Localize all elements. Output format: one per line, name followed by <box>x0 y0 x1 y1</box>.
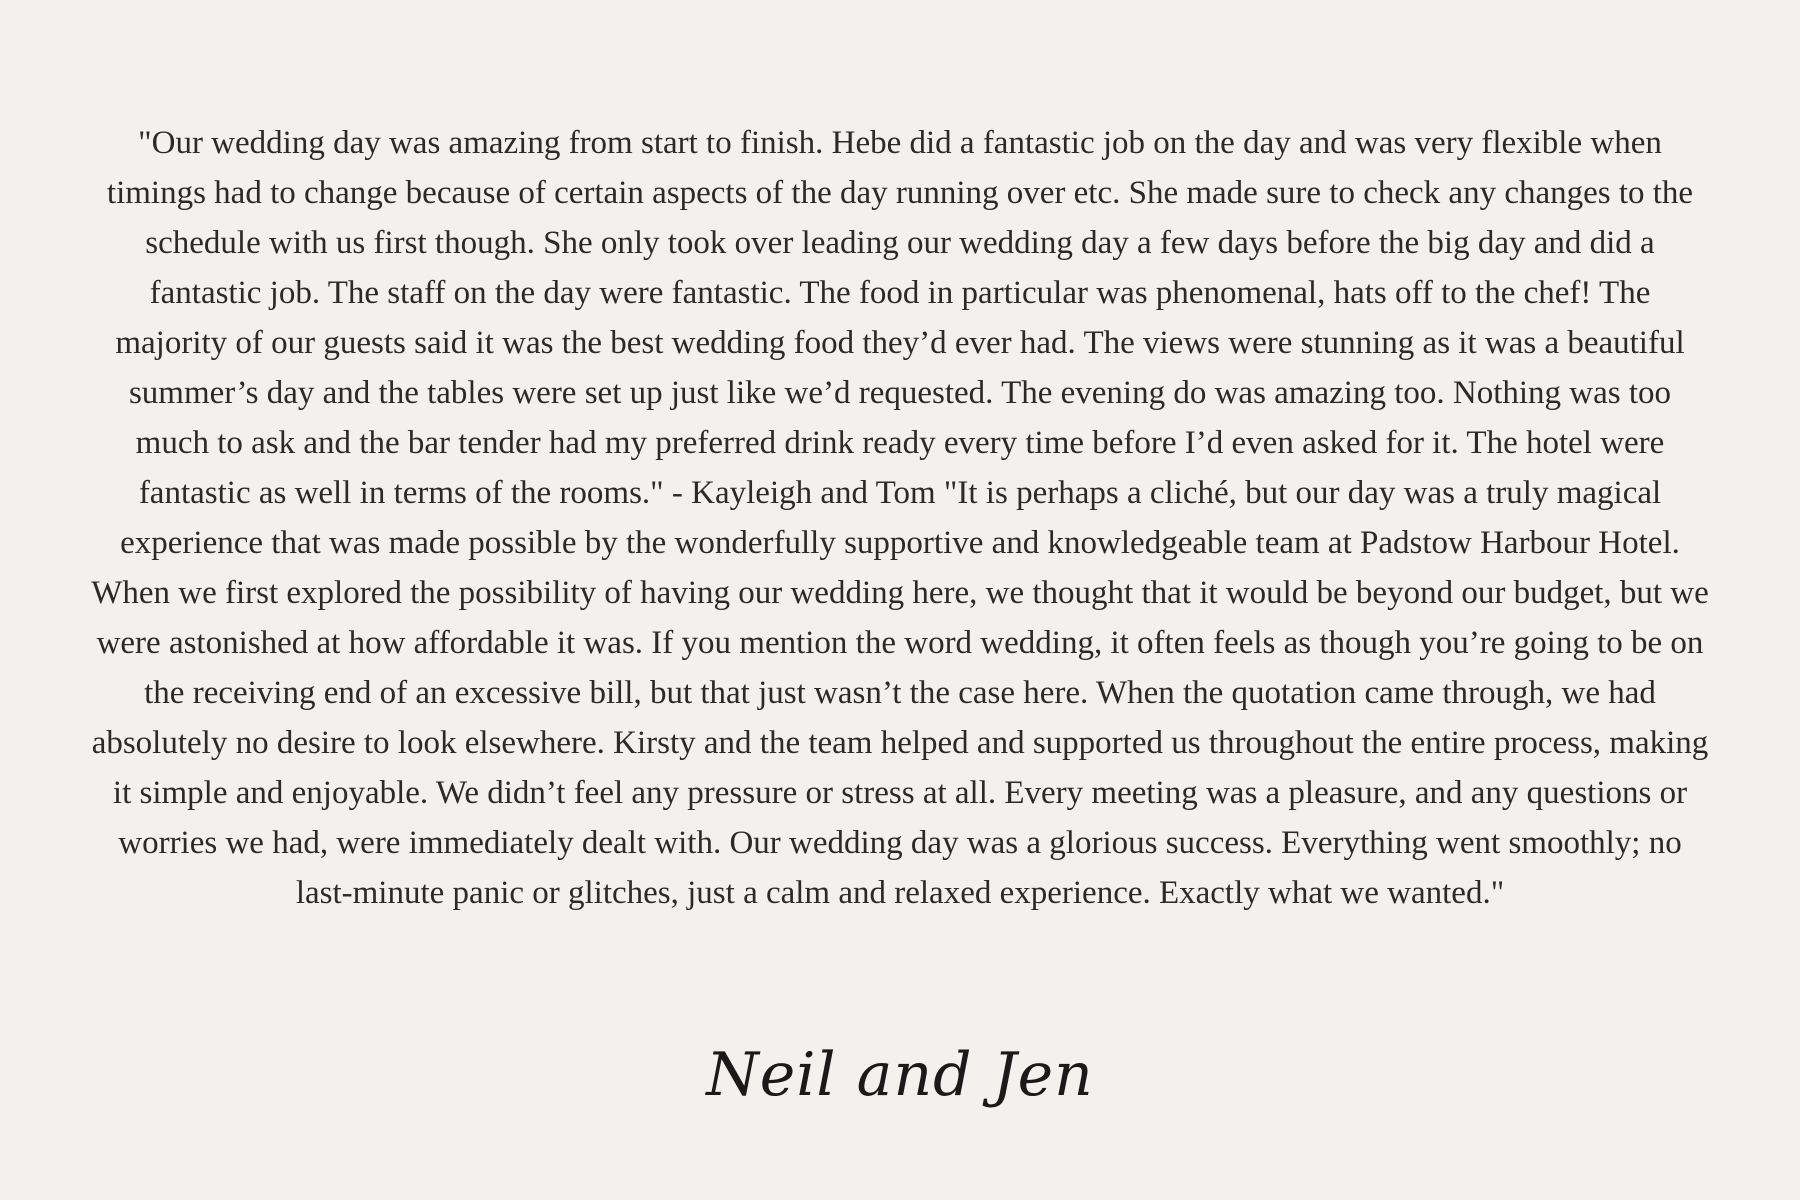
testimonial-signature: Neil and Jen <box>706 1040 1094 1110</box>
testimonial-text: "Our wedding day was amazing from start to finish. Hebe did a fantastic job on the day and was very flexible when timings had to change because of certain aspects of the day running over etc. She made sure to check any changes to the schedule with us first though. She only took over leading our wedding day a few days before the big day and did a fantastic job. The staff on the day were fantastic. The food in particular was phenomenal, hats off to the chef! The majority of our guests said it was the best wedding food they’d ever had. The views were stunning as it was a beautiful summer’s day and the tables were set up just like we’d requested. The evening do was amazing too. Nothing was too much to ask and the bar tender had my preferred drink ready every time before I’d even asked for it. The hotel were fantastic as well in terms of the rooms." - Kayleigh and Tom "It is perhaps a cliché, but our day was a truly magical experience that was made possible by the wonderfully supportive and knowledgeable team at Padstow Harbour Hotel. When we first explored the possibility of having our wedding here, we thought that it would be beyond our budget, but we were astonished at how affordable it was. If you mention the word wedding, it often feels as though you’re going to be on the receiving end of an excessive bill, but that just wasn’t the case here. When the quotation came through, we had absolutely no desire to look elsewhere. Kirsty and the team helped and supported us throughout the entire process, making it simple and enjoyable. We didn’t feel any pressure or stress at all. Every meeting was a pleasure, and any questions or worries we had, were immediately dealt with. Our wedding day was a glorious success. Everything went smoothly; no last-minute panic or glitches, just a calm and relaxed experience. Exactly what we wanted." <box>91 125 1709 911</box>
